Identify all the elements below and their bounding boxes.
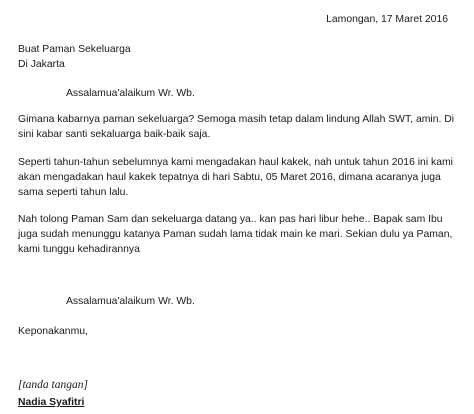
- paragraph-1: Gimana kabarnya paman sekeluarga? Semoga masih tetap dalam lindung Allah SWT, amin. Di sini kabar santi sekaluarga baik-baik saja.: [18, 114, 455, 140]
- closing: Keponakanmu,: [18, 326, 88, 337]
- recipient-line-2: Di Jakarta: [18, 59, 65, 70]
- closing-greeting: Assalamua'alaikum Wr. Wb.: [66, 296, 195, 307]
- recipient-line-1: Buat Paman Sekeluarga: [18, 44, 131, 55]
- place-date: Lamongan, 17 Maret 2016: [326, 14, 448, 25]
- paragraph-2: Seperti tahun-tahun sebelumnya kami mengadakan haul kakek, nah untuk tahun 2016 ini kami akan mengadakan haul kakek tepatnya di hari Sabtu, 05 Maret 2016, dimana acaranya juga sama seperti tahun lalu.: [18, 157, 453, 198]
- paragraph-3: Nah tolong Paman Sam dan sekeluarga datang ya.. kan pas hari libur hehe.. Bapak sam Ibu juga sudah menunggu katanya Paman sudah lama tidak main ke mari. Sekian dulu ya Paman, kami tunggu kehadirannya: [18, 214, 453, 255]
- signature-placeholder: [tanda tangan]: [18, 379, 88, 391]
- opening-greeting: Assalamua'alaikum Wr. Wb.: [66, 88, 195, 99]
- sender-name: Nadia Syafitri: [18, 397, 85, 408]
